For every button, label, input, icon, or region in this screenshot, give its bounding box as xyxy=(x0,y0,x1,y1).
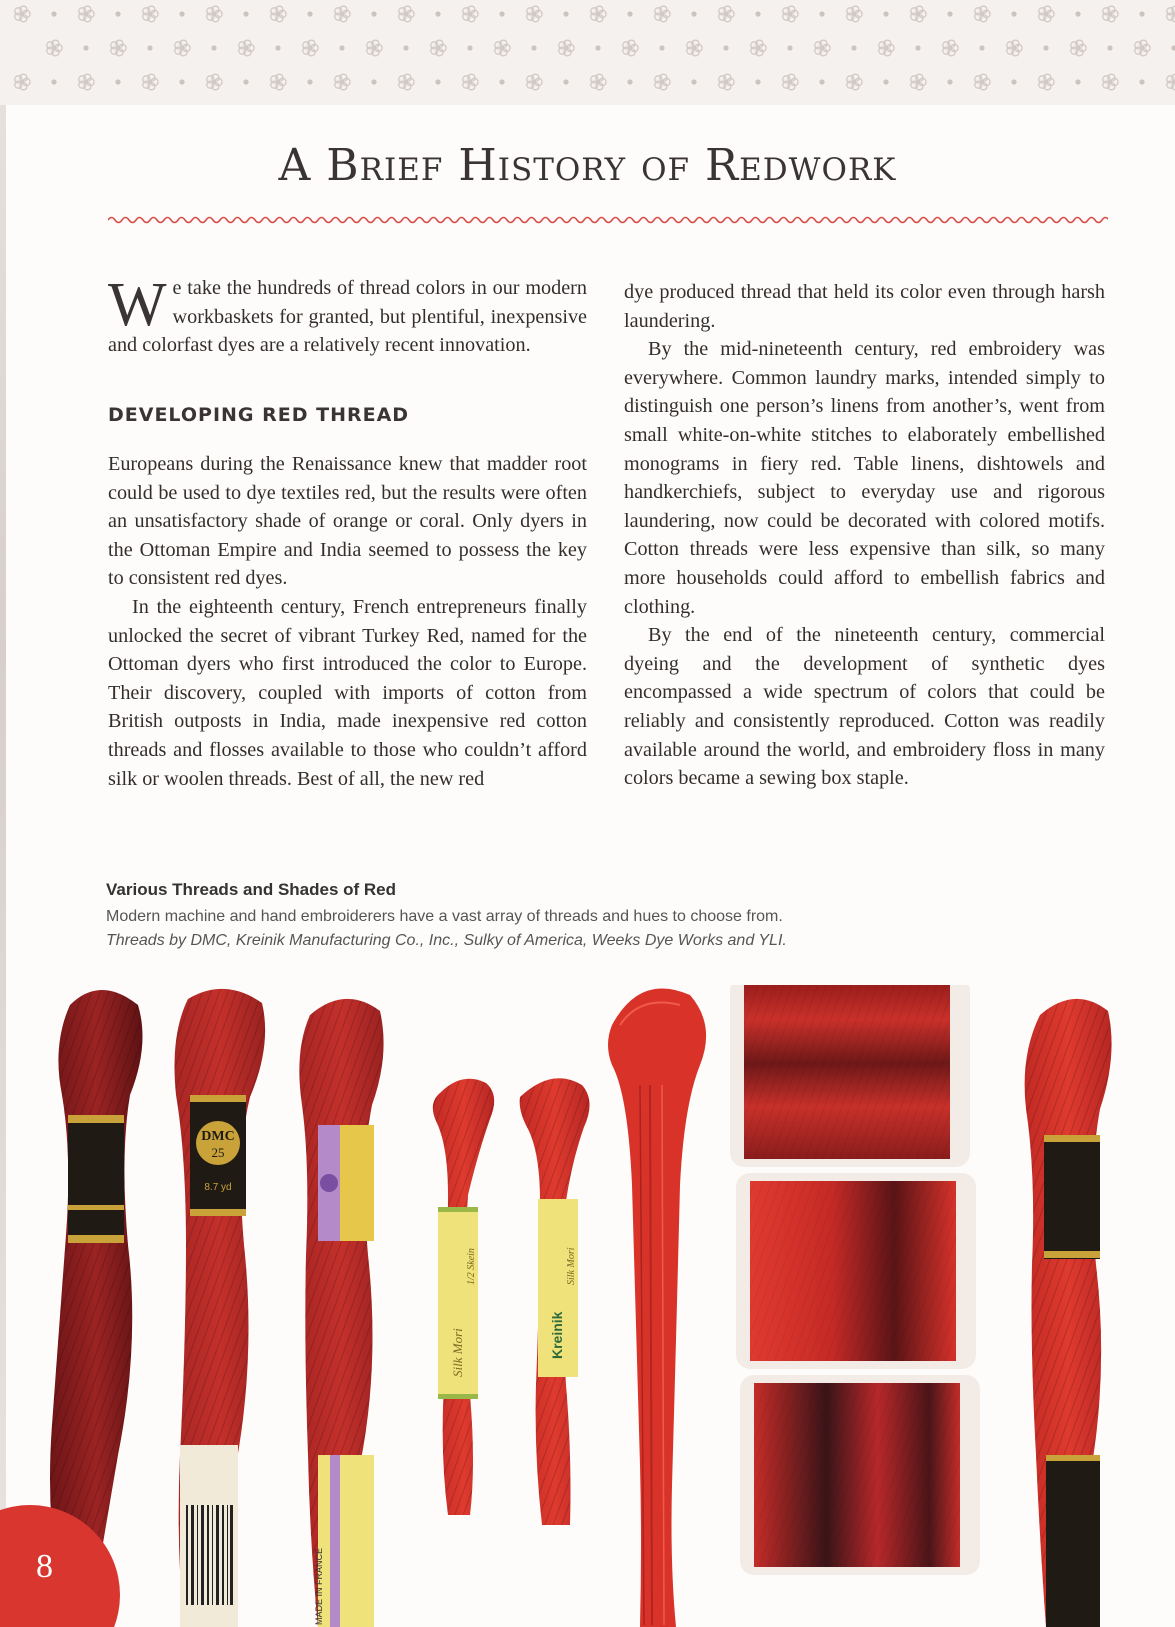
flower-pattern-icon xyxy=(655,6,670,22)
wavy-rule xyxy=(108,212,1108,228)
flower-pattern-icon xyxy=(207,6,222,22)
caption-description: Modern machine and hand embroiderers have a vast array of threads and hues to choose from. xyxy=(106,908,783,925)
dot-pattern-icon xyxy=(755,79,760,84)
flower-pattern-icon xyxy=(0,0,1175,105)
silk-mori-label: Silk Mori xyxy=(450,1328,465,1377)
dmc-length-label: 8.7 yd xyxy=(204,1182,232,1193)
intro-text: e take the hundreds of thread colors in our modern workbaskets for granted, but plentiful, inexpensive and colorfast dyes are a relatively recent innovation. xyxy=(108,277,587,357)
dot-pattern-icon xyxy=(947,79,952,84)
loose-thread-hank xyxy=(608,988,706,1627)
flower-pattern-icon xyxy=(271,6,286,22)
thread-photo xyxy=(0,985,1175,1627)
dmc-brand-label: DMC xyxy=(201,1129,235,1144)
flower-pattern-icon xyxy=(207,74,222,90)
flower-pattern-icon xyxy=(1039,6,1054,22)
dot-pattern-icon xyxy=(723,45,728,50)
flower-pattern-icon xyxy=(47,40,62,56)
dot-pattern-icon xyxy=(499,79,504,84)
flower-pattern-icon xyxy=(1167,74,1175,90)
dot-pattern-icon xyxy=(435,11,440,16)
dot-pattern-icon xyxy=(883,79,888,84)
flower-pattern-icon xyxy=(911,6,926,22)
dot-pattern-icon xyxy=(51,79,56,84)
body-paragraph: dye produced thread that held its color even through harsh laundering. xyxy=(624,281,1105,332)
decorative-pattern-band xyxy=(0,0,1175,105)
body-paragraph: In the eighteenth century, French entrepreneurs finally unlocked the secret of vibrant Turkey Red, named for the Ottoman dyers who first introduced the color to Europe. Their discovery, coupled with imports of cotton from British outposts in India, made inexpensive red cotton threads and flosses available to those who couldn’t afford silk or woolen threads. Best of all, the new red xyxy=(108,595,587,790)
dot-pattern-icon xyxy=(115,79,120,84)
dot-pattern-icon xyxy=(819,11,824,16)
dot-pattern-icon xyxy=(243,79,248,84)
flower-pattern-icon xyxy=(943,40,958,56)
flower-pattern-icon xyxy=(463,74,478,90)
flower-pattern-icon xyxy=(655,74,670,90)
dot-pattern-icon xyxy=(915,45,920,50)
dot-pattern-icon xyxy=(147,45,152,50)
floss-skein-purple-label xyxy=(299,999,383,1627)
dot-pattern-icon xyxy=(307,79,312,84)
dot-pattern-icon xyxy=(1139,79,1144,84)
flower-pattern-icon xyxy=(271,74,286,90)
dot-pattern-icon xyxy=(755,11,760,16)
dot-pattern-icon xyxy=(275,45,280,50)
flower-pattern-icon xyxy=(751,40,766,56)
flower-pattern-icon xyxy=(399,74,414,90)
dot-pattern-icon xyxy=(1011,79,1016,84)
floss-skein-dmc xyxy=(175,989,266,1627)
flower-pattern-icon xyxy=(815,40,830,56)
flower-pattern-icon xyxy=(591,74,606,90)
section-heading: DEVELOPING RED THREAD xyxy=(108,404,410,426)
flower-pattern-icon xyxy=(975,6,990,22)
flower-pattern-icon xyxy=(1135,40,1150,56)
caption-credit: Threads by DMC, Kreinik Manufacturing Co., Inc., Sulky of America, Weeks Dye Works and YLI. xyxy=(106,932,787,949)
dot-pattern-icon xyxy=(1107,45,1112,50)
thread-spool-bottom xyxy=(740,1375,980,1575)
dot-pattern-icon xyxy=(179,11,184,16)
floss-skein-dark xyxy=(50,990,143,1585)
flower-pattern-icon xyxy=(143,6,158,22)
flower-pattern-icon xyxy=(303,40,318,56)
flower-pattern-icon xyxy=(719,74,734,90)
dot-pattern-icon xyxy=(691,79,696,84)
dot-pattern-icon xyxy=(499,11,504,16)
body-paragraph: By the end of the nineteenth century, commercial dyeing and the development of synthetic dyes encompassed a wide spectrum of colors that could be reliably and consistently reproduced. Cotton was readily available around the world, and embroidery floss in many colors became a sewing box staple. xyxy=(624,624,1105,790)
flower-pattern-icon xyxy=(847,74,862,90)
flower-pattern-icon xyxy=(783,74,798,90)
page-title: A Brief History of Redwork xyxy=(278,140,897,191)
dot-pattern-icon xyxy=(627,11,632,16)
flower-pattern-icon xyxy=(1167,6,1175,22)
floss-skein-right xyxy=(1025,999,1112,1627)
dot-pattern-icon xyxy=(787,45,792,50)
body-paragraph: Europeans during the Renaissance knew that madder root could be used to dye textiles red, but the results were often an unsatisfactory shade of orange or coral. Only dyers in the Ottoman Empire and India seemed to possess the key to consistent red dyes. xyxy=(108,453,587,590)
flower-pattern-icon xyxy=(79,74,94,90)
thread-spool-top xyxy=(730,985,970,1167)
flower-pattern-icon xyxy=(367,40,382,56)
dot-pattern-icon xyxy=(691,11,696,16)
flower-pattern-icon xyxy=(783,6,798,22)
dot-pattern-icon xyxy=(435,79,440,84)
kreinik-skein xyxy=(520,1078,590,1525)
left-column xyxy=(108,450,587,793)
silk-skein xyxy=(433,1079,494,1515)
flower-pattern-icon xyxy=(175,40,190,56)
flower-pattern-icon xyxy=(143,74,158,90)
dot-pattern-icon xyxy=(83,45,88,50)
thread-spool-middle xyxy=(736,1173,976,1369)
dot-pattern-icon xyxy=(563,11,568,16)
body-paragraph: By the mid-nineteenth century, red embroidery was everywhere. Common laundry marks, intended simply to distinguish one person’s linens from another’s, went from small white-on-white stitches to elaborately embellished monograms in fiery red. Table linens, dishtowels and handkerchiefs, subject to everyday use and rigorous laundering, now could be decorated with colored motifs. Cotton threads were less expensive than silk, so many more households could afford to embellish fabrics and clothing. xyxy=(624,338,1105,618)
flower-pattern-icon xyxy=(335,6,350,22)
dot-pattern-icon xyxy=(1075,11,1080,16)
flower-pattern-icon xyxy=(687,40,702,56)
flower-pattern-icon xyxy=(335,74,350,90)
dot-pattern-icon xyxy=(1043,45,1048,50)
dot-pattern-icon xyxy=(627,79,632,84)
silk-skein-label: 1/2 Skein xyxy=(466,1248,477,1285)
flower-pattern-icon xyxy=(463,6,478,22)
caption-title: Various Threads and Shades of Red xyxy=(106,880,397,899)
flower-pattern-icon xyxy=(1039,74,1054,90)
flower-pattern-icon xyxy=(879,40,894,56)
dot-pattern-icon xyxy=(1011,11,1016,16)
flower-pattern-icon xyxy=(559,40,574,56)
dot-pattern-icon xyxy=(1075,79,1080,84)
dot-pattern-icon xyxy=(115,11,120,16)
dot-pattern-icon xyxy=(179,79,184,84)
flower-pattern-icon xyxy=(527,6,542,22)
flower-pattern-icon xyxy=(1007,40,1022,56)
dot-pattern-icon xyxy=(1171,45,1175,50)
flower-pattern-icon xyxy=(623,40,638,56)
flower-pattern-icon xyxy=(527,74,542,90)
dot-pattern-icon xyxy=(659,45,664,50)
dot-pattern-icon xyxy=(339,45,344,50)
dot-pattern-icon xyxy=(371,11,376,16)
flower-pattern-icon xyxy=(1103,6,1118,22)
flower-pattern-icon xyxy=(111,40,126,56)
flower-pattern-icon xyxy=(1071,40,1086,56)
dot-pattern-icon xyxy=(371,79,376,84)
kreinik-sub-label: Silk Mori xyxy=(566,1247,577,1285)
right-column xyxy=(624,278,1105,793)
flower-pattern-icon xyxy=(847,6,862,22)
flower-pattern-icon xyxy=(719,6,734,22)
flower-pattern-icon xyxy=(79,6,94,22)
flower-pattern-icon xyxy=(399,6,414,22)
dot-pattern-icon xyxy=(563,79,568,84)
flower-pattern-icon xyxy=(911,74,926,90)
drop-cap: W xyxy=(108,271,167,339)
flower-pattern-icon xyxy=(239,40,254,56)
made-in-france-label: MADE IN FRANCE xyxy=(314,1547,324,1625)
flower-pattern-icon xyxy=(591,6,606,22)
dot-pattern-icon xyxy=(1139,11,1144,16)
intro-paragraph xyxy=(108,271,587,360)
page-number: 8 xyxy=(36,1548,53,1585)
dot-pattern-icon xyxy=(307,11,312,16)
kreinik-label: Kreinik xyxy=(549,1311,565,1359)
dot-pattern-icon xyxy=(979,45,984,50)
dmc-number-label: 25 xyxy=(211,1145,225,1160)
dot-pattern-icon xyxy=(851,45,856,50)
dot-pattern-icon xyxy=(243,11,248,16)
dot-pattern-icon xyxy=(403,45,408,50)
flower-pattern-icon xyxy=(975,74,990,90)
dot-pattern-icon xyxy=(595,45,600,50)
dot-pattern-icon xyxy=(819,79,824,84)
dot-pattern-icon xyxy=(883,11,888,16)
dot-pattern-icon xyxy=(211,45,216,50)
dot-pattern-icon xyxy=(467,45,472,50)
flower-pattern-icon xyxy=(495,40,510,56)
dot-pattern-icon xyxy=(51,11,56,16)
dot-pattern-icon xyxy=(531,45,536,50)
flower-pattern-icon xyxy=(1103,74,1118,90)
dot-pattern-icon xyxy=(947,11,952,16)
flower-pattern-icon xyxy=(431,40,446,56)
flower-pattern-icon xyxy=(15,74,30,90)
flower-pattern-icon xyxy=(15,6,30,22)
